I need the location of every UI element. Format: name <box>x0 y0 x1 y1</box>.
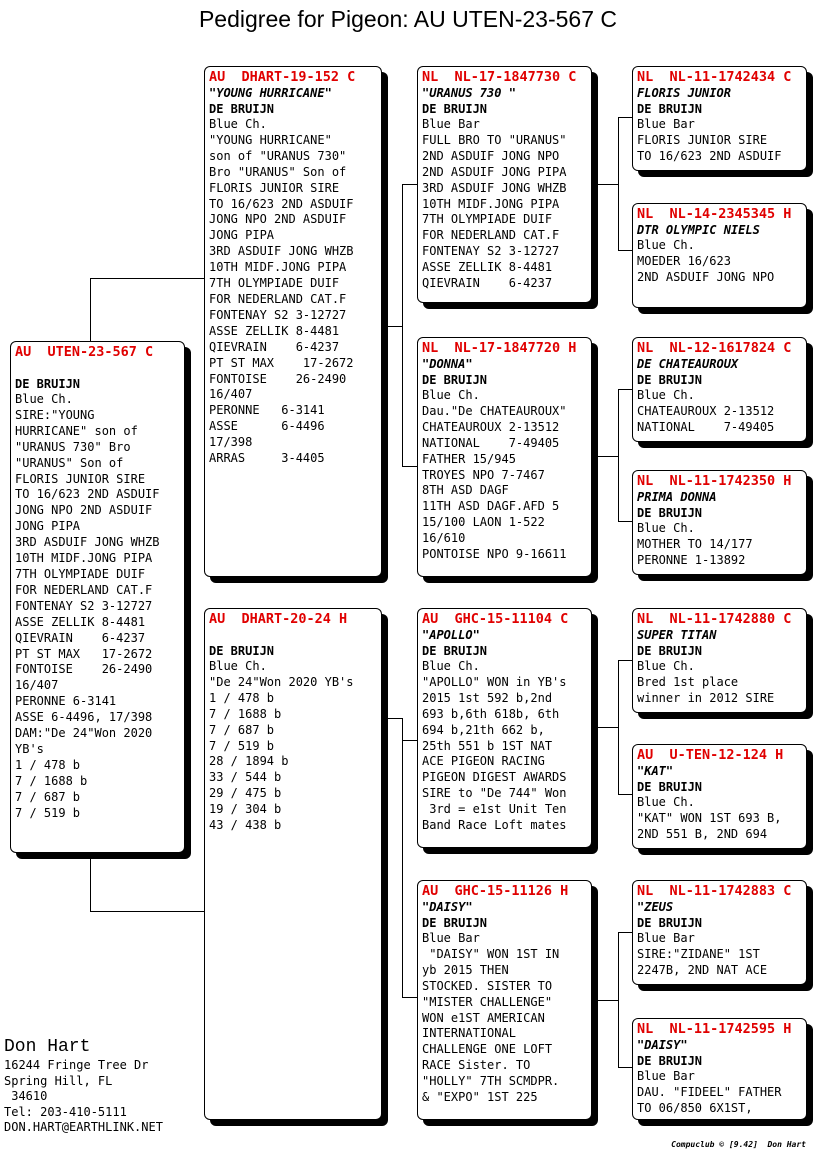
connector-line <box>598 184 618 185</box>
ring-number: AU U-TEN-12-124 H <box>637 747 784 763</box>
info-line: HURRICANE" son of <box>15 423 138 438</box>
performance-lines <box>637 521 802 569</box>
pedigree-card-dsd <box>632 744 807 849</box>
info-line: 16/610 <box>422 531 466 546</box>
info-line: FONTOISE 26-2490 <box>15 662 153 677</box>
info-line: "APOLLO" WON in YB's <box>422 674 567 689</box>
info-line: QIEVRAIN 6-4237 <box>15 630 146 645</box>
info-line: PERONNE 1-13892 <box>637 552 746 567</box>
info-line: WON e1ST AMERICAN <box>422 1010 545 1025</box>
info-line: 3RD ASDUIF JONG WHZB <box>15 535 160 550</box>
owner-phone: Tel: 203-410-5111 <box>4 1104 127 1119</box>
connector-line <box>618 117 619 251</box>
info-line: Dau."De CHATEAUROUX" <box>422 403 567 418</box>
info-line: PERONNE 6-3141 <box>15 694 117 709</box>
info-line: 2ND 551 B, 2ND 694 <box>637 826 768 841</box>
info-line: INTERNATIONAL <box>422 1026 516 1041</box>
pedigree-card-dss <box>632 608 807 713</box>
info-line: 2ND ASDUIF JONG NPO <box>422 148 560 163</box>
info-line: 693 b,6th 618b, 6th <box>422 706 560 721</box>
info-line: 43 / 438 b <box>209 818 282 833</box>
ring-number: NL NL-12-1617824 C <box>637 340 792 356</box>
info-line: PIGEON DIGEST AWARDS <box>422 770 567 785</box>
info-line: 11TH ASD DAGF.AFD 5 <box>422 499 560 514</box>
info-line: Blue Bar <box>422 931 480 945</box>
info-line: 2015 1st 592 b,2nd <box>422 690 553 705</box>
connector-line <box>618 389 619 522</box>
info-line: FULL BRO TO "URANUS" <box>422 132 567 147</box>
breeder-name: DE BRUIJN <box>209 102 275 116</box>
breeder-name: DE BRUIJN <box>637 644 703 658</box>
pedigree-card-sdd <box>632 470 807 575</box>
pedigree-card-subject <box>10 341 185 853</box>
info-line: ACE PIGEON RACING <box>422 754 545 769</box>
info-line: QIEVRAIN 6-4237 <box>209 339 340 354</box>
breeder-name: DE BRUIJN <box>422 373 488 387</box>
info-line: 7 / 687 b <box>15 789 81 804</box>
info-line: 3rd = e1st Unit Ten <box>422 802 567 817</box>
info-line: PT ST MAX 17-2672 <box>209 355 354 370</box>
info-line: QIEVRAIN 6-4237 <box>422 276 553 291</box>
info-line: JONG PIPA <box>209 228 275 243</box>
pedigree-card-ddd <box>632 1018 807 1120</box>
connector-line <box>90 278 91 342</box>
ring-number: AU DHART-20-24 H <box>209 611 348 627</box>
info-line: JONG PIPA <box>15 519 81 534</box>
info-line: TO 16/623 2ND ASDUIF <box>15 487 160 502</box>
pedigree-card-sire-dam <box>417 337 592 577</box>
connector-line <box>402 718 403 998</box>
info-line: FONTOISE 26-2490 <box>209 371 347 386</box>
info-line: yb 2015 THEN <box>422 962 509 977</box>
pigeon-name: "DAISY" <box>422 900 473 914</box>
connector-line <box>618 932 632 933</box>
pigeon-name: "YOUNG HURRICANE" <box>209 86 332 100</box>
info-line: FOR NEDERLAND CAT.F <box>209 291 347 306</box>
info-line: RACE Sister. TO <box>422 1058 531 1073</box>
connector-line <box>618 1067 632 1068</box>
connector-line <box>598 727 618 728</box>
info-line: son of "URANUS 730" <box>209 148 347 163</box>
info-line: FATHER 15/945 <box>422 451 516 466</box>
info-line: Bro "URANUS" Son of <box>209 164 347 179</box>
connector-line <box>618 117 632 118</box>
pedigree-card-dds <box>632 880 807 985</box>
info-line: Blue Ch. <box>422 659 480 673</box>
performance-lines <box>637 117 802 165</box>
info-line: CHATEAUROUX 2-13512 <box>637 403 775 418</box>
info-line: 16/407 <box>15 678 59 693</box>
pedigree-card-dam-dam <box>417 880 592 1120</box>
info-line: 7 / 1688 b <box>15 773 88 788</box>
info-line: 2ND ASDUIF JONG NPO <box>637 269 775 284</box>
info-line: Blue Bar <box>637 117 695 131</box>
breeder-name: DE BRUIJN <box>637 916 703 930</box>
info-line: ASSE 6-4496, 17/398 <box>15 710 153 725</box>
info-line: "URANUS" Son of <box>15 455 124 470</box>
info-line: Blue Ch. <box>637 795 695 809</box>
info-line: "De 24"Won 2020 YB's <box>209 674 354 689</box>
performance-lines <box>209 117 377 467</box>
info-line: DAM:"De 24"Won 2020 <box>15 726 153 741</box>
performance-lines <box>637 1069 802 1117</box>
info-line: TO 06/850 6X1ST, <box>637 1100 753 1115</box>
connector-line <box>618 660 619 795</box>
info-line: 25th 551 b 1ST NAT <box>422 738 553 753</box>
connector-line <box>382 326 402 327</box>
pigeon-name: SUPER TITAN <box>637 628 717 642</box>
info-line: Bred 1st place <box>637 674 739 689</box>
info-line: PT ST MAX 17-2672 <box>15 646 153 661</box>
ring-number: AU UTEN-23-567 C <box>15 344 154 360</box>
info-line: "DAISY" WON 1ST IN <box>422 946 560 961</box>
info-line: PONTOISE NPO 9-16611 <box>422 547 567 562</box>
info-line: "KAT" WON 1ST 693 B, <box>637 810 782 825</box>
ring-number: NL NL-14-2345345 H <box>637 206 792 222</box>
owner-address-line2: Spring Hill, FL <box>4 1073 113 1088</box>
breeder-name: DE BRUIJN <box>637 780 703 794</box>
ring-number: NL NL-11-1742350 H <box>637 473 792 489</box>
info-line: TO 16/623 2ND ASDUIF <box>637 148 782 163</box>
info-line: 7 / 687 b <box>209 722 275 737</box>
ring-number: NL NL-11-1742883 C <box>637 883 792 899</box>
info-line: Band Race Loft mates <box>422 818 567 833</box>
connector-line <box>618 389 632 390</box>
connector-line <box>90 911 204 912</box>
performance-lines <box>637 659 802 707</box>
info-line: CHALLENGE ONE LOFT <box>422 1042 553 1057</box>
info-line: NATIONAL 7-49405 <box>422 435 560 450</box>
performance-lines <box>422 931 587 1106</box>
info-line: FONTENAY S2 3-12727 <box>422 244 560 259</box>
pedigree-card-sire <box>204 66 382 577</box>
info-line: Blue Bar <box>637 931 695 945</box>
info-line: Blue Bar <box>422 117 480 131</box>
connector-line <box>90 278 204 279</box>
connector-line <box>402 740 417 741</box>
ring-number: NL NL-17-1847720 H <box>422 340 577 356</box>
info-line: Blue Ch. <box>637 521 695 535</box>
info-line: JONG NPO 2ND ASDUIF <box>15 503 153 518</box>
info-line: 8TH ASD DAGF <box>422 483 509 498</box>
performance-lines <box>637 931 802 979</box>
info-line: FONTENAY S2 3-12727 <box>209 307 347 322</box>
info-line: 7TH OLYMPIADE DUIF <box>15 566 146 581</box>
pigeon-name: "DONNA" <box>422 357 473 371</box>
connector-line <box>618 250 632 251</box>
breeder-name: DE BRUIJN <box>209 644 275 658</box>
performance-lines <box>637 238 802 286</box>
info-line: 7 / 519 b <box>15 805 81 820</box>
info-line: NATIONAL 7-49405 <box>637 419 775 434</box>
software-credit: Compuclub © [9.42] Don Hart <box>671 1140 806 1149</box>
info-line: FLORIS JUNIOR SIRE <box>637 132 768 147</box>
info-line: PERONNE 6-3141 <box>209 403 325 418</box>
pigeon-name: DE CHATEAUROUX <box>637 357 739 371</box>
info-line: 7 / 1688 b <box>209 706 282 721</box>
connector-line <box>90 852 91 912</box>
info-line: 3RD ASDUIF JONG WHZB <box>422 180 567 195</box>
pedigree-card-sds <box>632 337 807 442</box>
info-line: Blue Ch. <box>209 659 267 673</box>
info-line: ASSE 6-4496 <box>209 419 325 434</box>
info-line: 33 / 544 b <box>209 770 282 785</box>
ring-number: NL NL-11-1742595 H <box>637 1021 792 1037</box>
pigeon-name: "URANUS 730 " <box>422 86 516 100</box>
info-line: 10TH MIDF.JONG PIPA <box>209 260 347 275</box>
info-line: 17/398 <box>209 435 253 450</box>
info-line: 7 / 519 b <box>209 738 275 753</box>
connector-line <box>382 718 402 719</box>
connector-line <box>598 1000 618 1001</box>
breeder-name: DE BRUIJN <box>637 1054 703 1068</box>
connector-line <box>402 466 417 467</box>
connector-line <box>598 456 618 457</box>
connector-line <box>618 794 632 795</box>
owner-contact <box>4 1036 163 1136</box>
info-line: TO 16/623 2ND ASDUIF <box>209 196 354 211</box>
info-line: 29 / 475 b <box>209 786 282 801</box>
performance-lines <box>422 388 587 563</box>
info-line: ARRAS 3-4405 <box>209 451 325 466</box>
breeder-name: DE BRUIJN <box>422 644 488 658</box>
info-line: SIRE:"ZIDANE" 1ST <box>637 946 760 961</box>
pedigree-card-dam-sire <box>417 608 592 848</box>
performance-lines <box>422 659 587 834</box>
info-line: 2247B, 2ND NAT ACE <box>637 962 768 977</box>
info-line: Blue Ch. <box>209 117 267 131</box>
info-line: 1 / 478 b <box>209 690 275 705</box>
connector-line <box>618 660 632 661</box>
pigeon-name: "DAISY" <box>637 1038 688 1052</box>
breeder-name: DE BRUIJN <box>637 506 703 520</box>
pigeon-name <box>15 360 180 376</box>
ring-number: AU GHC-15-11126 H <box>422 883 569 899</box>
pigeon-name: PRIMA DONNA <box>637 490 717 504</box>
info-line: Blue Ch. <box>422 388 480 402</box>
page-title: Pedigree for Pigeon: AU UTEN-23-567 C <box>198 6 618 32</box>
owner-name: Don Hart <box>4 1037 91 1057</box>
breeder-name: DE BRUIJN <box>422 916 488 930</box>
performance-lines <box>209 659 377 834</box>
info-line: Blue Bar <box>637 1069 695 1083</box>
info-line: "URANUS 730" Bro <box>15 439 131 454</box>
info-line: 28 / 1894 b <box>209 754 289 769</box>
info-line: DAU. "FIDEEL" FATHER <box>637 1084 782 1099</box>
info-line: YB's <box>15 741 44 756</box>
pedigree-card-sss <box>632 66 807 171</box>
ring-number: AU DHART-19-152 C <box>209 69 356 85</box>
info-line: Blue Ch. <box>15 392 73 406</box>
performance-lines <box>422 117 587 292</box>
pedigree-card-dam <box>204 608 382 1120</box>
performance-lines <box>15 392 180 821</box>
info-line: 19 / 304 b <box>209 802 282 817</box>
info-line: MOTHER TO 14/177 <box>637 536 753 551</box>
connector-line <box>402 184 403 467</box>
info-line: 3RD ASDUIF JONG WHZB <box>209 244 354 259</box>
info-line: 16/407 <box>209 387 253 402</box>
ring-number: NL NL-11-1742434 C <box>637 69 792 85</box>
info-line: 15/100 LAON 1-522 <box>422 515 545 530</box>
pigeon-name: DTR OLYMPIC NIELS <box>637 223 760 237</box>
info-line: SIRE:"YOUNG <box>15 407 95 422</box>
info-line: Blue Ch. <box>637 238 695 252</box>
info-line: MOEDER 16/623 <box>637 253 731 268</box>
connector-line <box>402 184 417 185</box>
info-line: & "EXPO" 1ST 225 <box>422 1090 538 1105</box>
info-line: FOR NEDERLAND CAT.F <box>422 228 560 243</box>
info-line: STOCKED. SISTER TO <box>422 978 553 993</box>
pigeon-name: "APOLLO" <box>422 628 480 642</box>
pedigree-card-ssd <box>632 203 807 308</box>
performance-lines <box>637 388 802 436</box>
connector-line <box>618 521 632 522</box>
owner-address-line1: 16244 Fringe Tree Dr <box>4 1058 149 1072</box>
ring-number: NL NL-11-1742880 C <box>637 611 792 627</box>
ring-number: NL NL-17-1847730 C <box>422 69 577 85</box>
pigeon-name: FLORIS JUNIOR <box>637 86 731 100</box>
info-line: "MISTER CHALLENGE" <box>422 994 553 1009</box>
info-line: 694 b,21th 662 b, <box>422 722 545 737</box>
info-line: 2ND ASDUIF JONG PIPA <box>422 164 567 179</box>
info-line: 10TH MIDF.JONG PIPA <box>422 196 560 211</box>
breeder-name: DE BRUIJN <box>15 377 81 391</box>
info-line: Blue Ch. <box>637 659 695 673</box>
info-line: ASSE ZELLIK 8-4481 <box>422 260 553 275</box>
info-line: SIRE to "De 744" Won <box>422 786 567 801</box>
info-line: FOR NEDERLAND CAT.F <box>15 582 153 597</box>
performance-lines <box>637 795 802 843</box>
breeder-name: DE BRUIJN <box>637 102 703 116</box>
breeder-name: DE BRUIJN <box>637 373 703 387</box>
info-line: JONG NPO 2ND ASDUIF <box>209 212 347 227</box>
info-line: FONTENAY S2 3-12727 <box>15 598 153 613</box>
owner-zip: 34610 <box>4 1089 48 1103</box>
info-line: "YOUNG HURRICANE" <box>209 132 332 147</box>
info-line: "HOLLY" 7TH SCMDPR. <box>422 1074 560 1089</box>
connector-line <box>402 997 417 998</box>
info-line: 7TH OLYMPIADE DUIF <box>209 276 340 291</box>
ring-number: AU GHC-15-11104 C <box>422 611 569 627</box>
info-line: ASSE ZELLIK 8-4481 <box>209 323 340 338</box>
info-line: 7TH OLYMPIADE DUIF <box>422 212 553 227</box>
info-line: Blue Ch. <box>637 388 695 402</box>
info-line: CHATEAUROUX 2-13512 <box>422 419 560 434</box>
info-line: FLORIS JUNIOR SIRE <box>15 471 146 486</box>
owner-email: DON.HART@EARTHLINK.NET <box>4 1120 163 1134</box>
breeder-name: DE BRUIJN <box>422 102 488 116</box>
info-line: 1 / 478 b <box>15 757 81 772</box>
pigeon-name <box>209 627 377 643</box>
pigeon-name: "KAT" <box>637 764 674 778</box>
pedigree-card-sire-sire <box>417 66 592 303</box>
info-line: FLORIS JUNIOR SIRE <box>209 180 340 195</box>
connector-line <box>618 932 619 1068</box>
info-line: 10TH MIDF.JONG PIPA <box>15 551 153 566</box>
info-line: winner in 2012 SIRE <box>637 690 775 705</box>
pigeon-name: "ZEUS <box>637 900 674 914</box>
info-line: ASSE ZELLIK 8-4481 <box>15 614 146 629</box>
info-line: TROYES NPO 7-7467 <box>422 467 545 482</box>
